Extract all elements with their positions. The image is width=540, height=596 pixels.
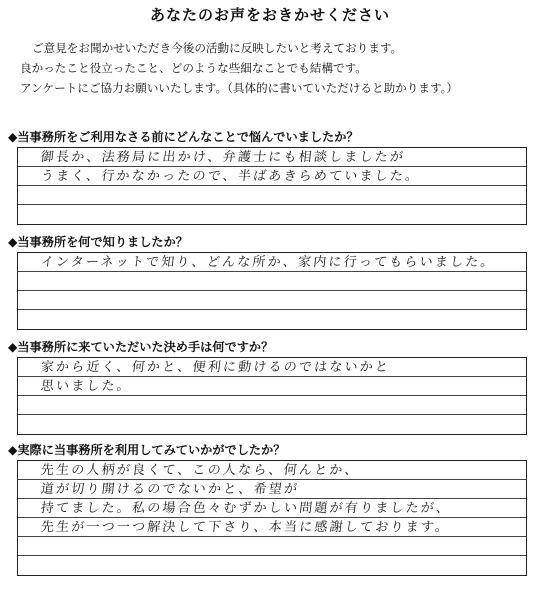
answer-line (18, 186, 526, 205)
question-4 (8, 440, 533, 576)
answer-line (18, 377, 526, 396)
answer-line (18, 272, 526, 291)
answer-line (18, 396, 526, 415)
question-3 (8, 337, 533, 435)
intro-line-1: ご意見をお聞かせいただき今後の活動に反映したいと考えております。 (32, 41, 403, 55)
answer-line (18, 167, 526, 186)
answer-box-3 (17, 357, 527, 435)
page-title: あなたのお声をおきかせください (149, 6, 390, 24)
answer-line (18, 556, 526, 575)
handwritten-answer: インターネットで知り、どんな所か、家内に行ってもらいました。 (40, 255, 497, 270)
handwritten-answer: うまく、行かなかったので、半ばあきらめていました。 (40, 169, 422, 184)
handwritten-answer: 御長か、法務局に出かけ、弁護士にも相談しましたが (40, 150, 406, 165)
question-1 (8, 127, 533, 225)
answer-line (18, 537, 526, 556)
handwritten-answer: 家から近く、何かと、便利に動けるのではないかと (40, 360, 391, 375)
intro-line-2: 良かったこと役立ったこと、どのような些細なことでも結構です。 (20, 61, 367, 75)
answer-box-1 (17, 147, 527, 225)
answer-box-2 (17, 252, 527, 330)
intro-line-3: アンケートにご協力お願いいたします。（具体的に書いていただけると助かります。） (20, 81, 459, 95)
answer-line (18, 415, 526, 434)
answer-line (18, 205, 526, 224)
handwritten-answer: 先生が一つ一つ解決して下さり、本当に感謝しております。 (40, 520, 451, 535)
question-4-label: ◆実際に当事務所を利用してみていかがでしたか？ (8, 443, 286, 457)
handwritten-answer: 持てました。私の場合色々むずかしい問題が有りましたが、 (40, 501, 452, 516)
answer-box-4 (17, 460, 527, 576)
handwritten-answer: 先生の人柄が良くて、この人なら、何んとか、 (40, 463, 361, 478)
handwritten-answer: 道が切り開けるのでないかと、希望が (40, 482, 300, 497)
question-3-label: ◆当事務所に来ていただいた決め手は何ですか？ (8, 340, 274, 354)
handwritten-answer: 思いました。 (40, 379, 133, 394)
question-1-label: ◆当事務所をご利用なさる前にどんなことで悩んでいましたか？ (8, 130, 359, 144)
answer-line (18, 310, 526, 329)
answer-line (18, 291, 526, 310)
answer-line (18, 253, 526, 272)
intro-text (20, 38, 535, 98)
question-2 (8, 232, 533, 330)
question-2-label: ◆当事務所を何で知りましたか？ (8, 235, 188, 249)
answer-line (18, 518, 526, 537)
